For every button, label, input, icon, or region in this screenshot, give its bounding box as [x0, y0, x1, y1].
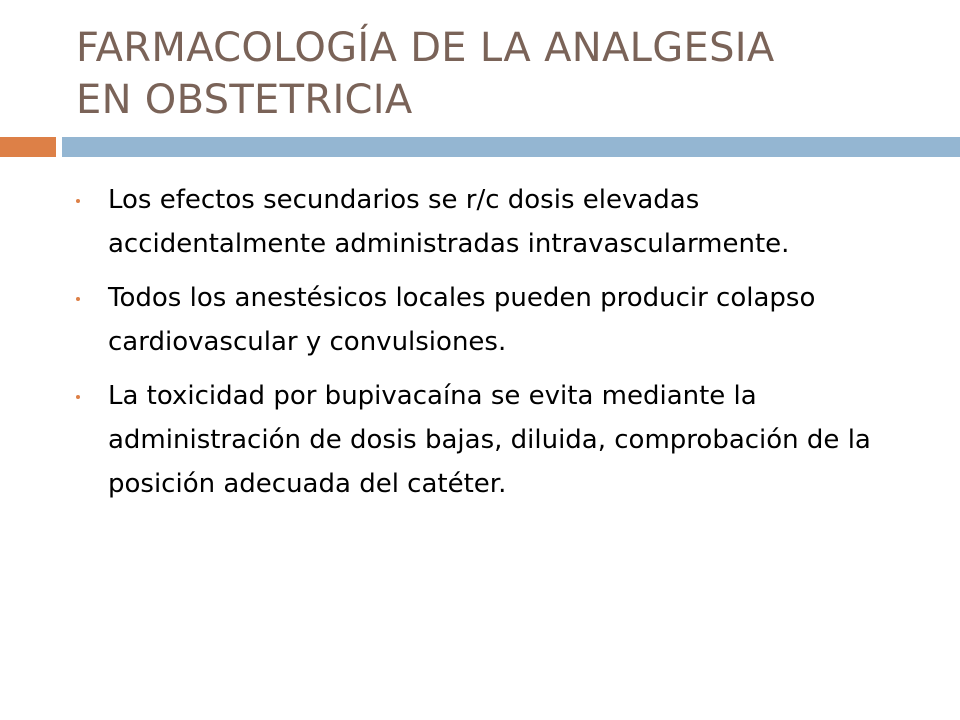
bullet-item — [72, 178, 922, 266]
accent-bar-orange — [0, 137, 56, 157]
bullet-item — [72, 276, 922, 364]
bullet-item — [72, 374, 922, 506]
bullet-text: Todos los anestésicos locales pueden producir colapso cardiovascular y convulsiones. — [108, 283, 816, 357]
slide-title — [76, 22, 936, 126]
bullet-dot-icon — [76, 199, 80, 203]
bullet-list — [72, 178, 922, 516]
slide-title-line-2: EN OBSTETRICIA — [76, 77, 413, 123]
accent-bar-blue — [62, 137, 960, 157]
slide-title-line-1: FARMACOLOGÍA DE LA ANALGESIA — [76, 25, 775, 71]
bullet-text: Los efectos secundarios se r/c dosis elevadas accidentalmente administradas intravascularmente. — [108, 185, 790, 259]
bullet-text: La toxicidad por bupivacaína se evita mediante la administración de dosis bajas, diluida, comprobación de la posición adecuada del catéter. — [108, 381, 871, 499]
bullet-dot-icon — [76, 297, 80, 301]
bullet-dot-icon — [76, 395, 80, 399]
